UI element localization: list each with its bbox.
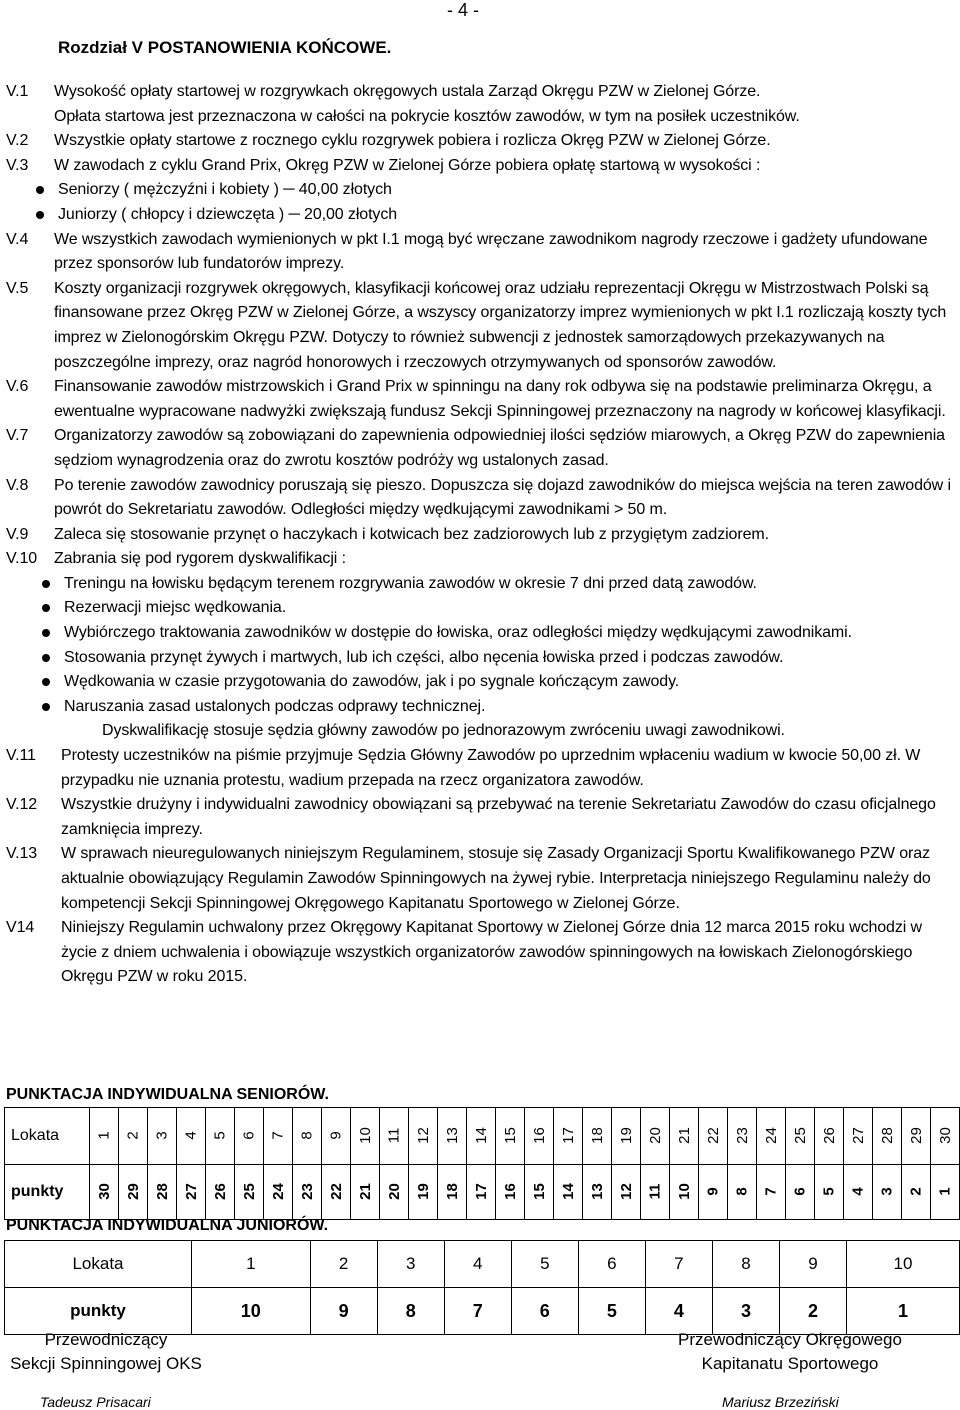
cell-value: 18 [443, 1183, 461, 1200]
section-text: Koszty organizacji rozgrywek okręgowych, klasyfikacji końcowej oraz udziału reprezentacji Okręgu w Mistrzostwach Polski są finansowane przez Okręg PZW w Zielonej Górze, a wszyscy organizatorzy imprez wymienionych w pkt I.1 rozliczają koszty tych imprez w Zielonogórskim Okręgu PZW. Dotyczy to również subwencji z jednostek samorządowych przekazywanych na poszczególne imprezy, oraz nagród honorowych i rzeczowych otrzymywanych od sponsorów zawodów. [54, 279, 947, 371]
row-header: punkty [5, 1165, 90, 1220]
place-cell [235, 1108, 264, 1165]
section-line: Opłata startowa jest przeznaczona w całości na pokrycie kosztów zawodów, w tym na posiłek uczestników. [54, 107, 800, 125]
points-cell [583, 1165, 612, 1220]
cell-value: 11 [385, 1127, 403, 1144]
place-cell: 2 [310, 1241, 377, 1288]
cell-value: 23 [733, 1127, 751, 1144]
points-cell [525, 1165, 554, 1220]
section-label: V.2 [6, 132, 29, 150]
place-cell: 3 [377, 1241, 444, 1288]
cell-value: 2 [124, 1131, 142, 1140]
list-item: Wybiórczego traktowania zawodników w dostępie do łowiska, oraz odległości między wędkującymi zawodnikami. [64, 621, 956, 646]
place-cell: 4 [444, 1241, 511, 1288]
place-cell [380, 1108, 409, 1165]
list-item: Rezerwacji miejsc wędkowania. [64, 596, 956, 621]
cell-value: 24 [269, 1183, 287, 1200]
points-cell: 8 [377, 1288, 444, 1335]
cell-value: 13 [443, 1127, 461, 1144]
cell-value: 6 [240, 1131, 258, 1140]
points-cell [641, 1165, 670, 1220]
section-label: V.8 [6, 476, 29, 494]
cell-value: 17 [559, 1127, 577, 1144]
table-row [5, 1241, 960, 1288]
place-cell [641, 1108, 670, 1165]
place-cell: 9 [779, 1241, 846, 1288]
place-cell [844, 1108, 873, 1165]
points-cell [293, 1165, 322, 1220]
cell-value: 5 [211, 1131, 229, 1140]
points-cell [351, 1165, 380, 1220]
cell-value: 14 [559, 1183, 577, 1200]
points-cell [844, 1165, 873, 1220]
points-cell [264, 1165, 293, 1220]
cell-value: 7 [269, 1131, 287, 1140]
place-cell [206, 1108, 235, 1165]
points-cell: 2 [779, 1288, 846, 1335]
section-text: Wszystkie drużyny i indywidualni zawodnicy obowiązani są przebywać na terenie Sekretariatu Zawodów do czasu oficjalnego zamknięcia imprezy. [61, 796, 936, 838]
list-item: Juniorzy ( chłopcy i dziewczęta ) ─ 20,00 złotych [58, 203, 956, 228]
signature-name-right: Mariusz Brzeziński [722, 1394, 839, 1410]
place-cell [815, 1108, 844, 1165]
cell-value: 22 [704, 1127, 722, 1144]
cell-value: 25 [240, 1183, 258, 1200]
points-cell [177, 1165, 206, 1220]
points-cell [786, 1165, 815, 1220]
points-cell [728, 1165, 757, 1220]
cell-value: 8 [298, 1131, 316, 1140]
signature-title: Sekcji Spinningowej OKS [10, 1354, 202, 1373]
cell-value: 8 [733, 1187, 751, 1196]
signature-left [6, 1328, 206, 1376]
section-v13 [6, 842, 956, 916]
cell-value: 29 [907, 1127, 925, 1144]
place-cell [264, 1108, 293, 1165]
cell-value: 4 [182, 1131, 200, 1140]
place-cell [699, 1108, 728, 1165]
place-cell [873, 1108, 902, 1165]
section-text: Zabrania się pod rygorem dyskwalifikacji : [54, 550, 346, 568]
section-text: Zaleca się stosowanie przynęt o haczykach i kotwicach bez zadziorowych lub z przygiętym zadziorem. [54, 525, 769, 543]
juniors-points-table [4, 1240, 960, 1335]
section-text: Finansowanie zawodów mistrzowskich i Grand Prix w spinningu na dany rok odbywa się na podstawie preliminarza Okręgu, a ewentualne wypracowane nadwyżki zwiększają fundusz Sekcji Spinningowej przeznaczony na nagrody w końcowej klasyfikacji. [54, 378, 946, 420]
cell-value: 10 [675, 1183, 693, 1200]
points-cell [90, 1165, 119, 1220]
cell-value: 20 [385, 1183, 403, 1200]
points-cell: 9 [310, 1288, 377, 1335]
cell-value: 2 [907, 1187, 925, 1196]
place-cell: 5 [511, 1241, 578, 1288]
points-cell [438, 1165, 467, 1220]
points-cell [206, 1165, 235, 1220]
section-v14 [6, 916, 956, 990]
cell-value: 6 [791, 1187, 809, 1196]
place-cell [583, 1108, 612, 1165]
place-cell [351, 1108, 380, 1165]
place-cell: 6 [578, 1241, 645, 1288]
section-label: V.5 [6, 279, 29, 297]
points-cell [496, 1165, 525, 1220]
place-cell [496, 1108, 525, 1165]
section-text: Protesty uczestników na piśmie przyjmuje Sędzia Główny Zawodów po uprzednim wpłaceniu wadium w kwocie 50,00 zł. W przypadku nie uznania protestu, wadium przepada na rzecz organizatora zawodów. [61, 747, 921, 789]
section-text: Po terenie zawodów zawodnicy poruszają się pieszo. Dopuszcza się dojazd zawodników do miejsca wejścia na teren zawodów i powrót do Sekretariatu zawodów. Odległości między wędkującymi zawodnikami > 50 m. [54, 476, 951, 519]
cell-value: 26 [211, 1183, 229, 1200]
points-cell: 3 [712, 1288, 779, 1335]
place-cell [554, 1108, 583, 1165]
cell-value: 21 [675, 1127, 693, 1144]
cell-value: 29 [124, 1183, 142, 1200]
cell-value: 16 [501, 1183, 519, 1200]
place-cell: 7 [645, 1241, 712, 1288]
list-item: Stosowania przynęt żywych i martwych, lub ich części, albo nęcenia łowiska przed i podczas zawodów. [64, 646, 956, 671]
cell-value: 1 [936, 1187, 954, 1196]
cell-value: 12 [617, 1183, 635, 1200]
place-cell [148, 1108, 177, 1165]
cell-value: 15 [530, 1183, 548, 1200]
fee-list [6, 178, 956, 227]
section-v8 [6, 474, 956, 523]
place-cell [670, 1108, 699, 1165]
section-label: V.9 [6, 525, 29, 543]
signature-right [640, 1328, 940, 1376]
points-cell [235, 1165, 264, 1220]
section-v12 [6, 793, 956, 842]
points-cell [148, 1165, 177, 1220]
cell-value: 11 [646, 1183, 664, 1200]
section-v4 [6, 228, 956, 277]
place-cell [525, 1108, 554, 1165]
place-cell [902, 1108, 931, 1165]
section-text: Organizatorzy zawodów są zobowiązani do zapewnienia odpowiedniej ilości sędziów miarowych, a Okręg PZW do zapewnienia sędziom wynagrodzenia oraz do zwrotu kosztów podróży wg ustalonych zasad. [54, 427, 945, 469]
chapter-title: Rozdział V POSTANOWIENIA KOŃCOWE. [58, 38, 392, 57]
cell-value: 23 [298, 1183, 316, 1200]
points-cell [612, 1165, 641, 1220]
row-header: Lokata [5, 1108, 90, 1165]
points-cell: 5 [578, 1288, 645, 1335]
cell-value: 27 [849, 1127, 867, 1144]
disqualification-list [6, 572, 956, 720]
place-cell [90, 1108, 119, 1165]
section-text: Niniejszy Regulamin uchwalony przez Okręgowy Kapitanat Sportowy w Zielonej Górze dnia 12 marca 2015 roku wchodzi w życie z dniem uchwalenia i obowiązuje wszystkich organizatorów zawodów spinningowych na łowiskach Zielonogórskiego Okręgu PZW w roku 2015. [61, 919, 923, 986]
cell-value: 30 [95, 1183, 113, 1200]
points-cell [409, 1165, 438, 1220]
disqualification-note: Dyskwalifikację stosuje sędzia główny zawodów po jednorazowym zwróceniu uwagi zawodnikowi. [102, 722, 785, 740]
cell-value: 16 [530, 1127, 548, 1144]
points-cell [380, 1165, 409, 1220]
cell-value: 7 [762, 1187, 780, 1196]
cell-value: 15 [501, 1127, 519, 1144]
section-v7 [6, 424, 956, 473]
place-cell [467, 1108, 496, 1165]
section-label: V.10 [6, 550, 38, 568]
section-v5 [6, 277, 956, 375]
section-v3 [6, 154, 956, 179]
section-v9 [6, 523, 956, 548]
section-v11 [6, 744, 956, 793]
cell-value: 13 [588, 1183, 606, 1200]
cell-value: 22 [327, 1183, 345, 1200]
cell-value: 19 [414, 1183, 432, 1200]
place-cell [119, 1108, 148, 1165]
cell-value: 24 [762, 1127, 780, 1144]
list-item: Seniorzy ( mężczyźni i kobiety ) ─ 40,00 złotych [58, 178, 956, 203]
points-cell [119, 1165, 148, 1220]
juniors-table-title: PUNKTACJA INDYWIDUALNA JUNIORÓW. [6, 1217, 329, 1234]
section-text: W sprawach nieuregulowanych niniejszym Regulaminem, stosuje się Zasady Organizacji Sportu Kwalifikowanego PZW oraz aktualnie obowiązujący Regulamin Zawodów Spinningowych na żywej rybie. Interpretacja niniejszego Regulaminu należy do kompetencji Sekcji Spinningowej Okręgowego Kapitanatu Sportowego w Zielonej Górze. [61, 845, 931, 912]
place-cell [757, 1108, 786, 1165]
points-cell: 4 [645, 1288, 712, 1335]
row-header: Lokata [5, 1241, 192, 1288]
cell-value: 9 [327, 1131, 345, 1140]
section-v2 [6, 129, 956, 154]
cell-value: 19 [617, 1127, 635, 1144]
cell-value: 20 [646, 1127, 664, 1144]
points-cell [931, 1165, 960, 1220]
section-label: V.13 [6, 845, 38, 863]
section-label: V.1 [6, 83, 29, 100]
place-cell [786, 1108, 815, 1165]
page-number: - 4 - [447, 0, 480, 20]
cell-value: 21 [356, 1183, 374, 1200]
points-cell: 7 [444, 1288, 511, 1335]
place-cell: 10 [847, 1241, 960, 1288]
section-label: V.4 [6, 230, 29, 248]
section-v6 [6, 375, 956, 424]
section-v1 [6, 80, 956, 129]
place-cell: 1 [192, 1241, 311, 1288]
cell-value: 25 [791, 1127, 809, 1144]
place-cell [293, 1108, 322, 1165]
section-label: V.3 [6, 156, 29, 174]
section-label: V.11 [6, 747, 36, 765]
points-cell [322, 1165, 351, 1220]
place-cell [322, 1108, 351, 1165]
points-cell [467, 1165, 496, 1220]
section-label: V.12 [6, 796, 38, 814]
cell-value: 3 [153, 1131, 171, 1140]
document-body [6, 80, 956, 990]
section-v10 [6, 547, 956, 572]
place-cell [438, 1108, 467, 1165]
cell-value: 1 [95, 1131, 113, 1140]
list-item: Naruszania zasad ustalonych podczas odprawy technicznej. [64, 695, 956, 720]
points-cell [699, 1165, 728, 1220]
cell-value: 30 [936, 1127, 954, 1144]
points-cell [554, 1165, 583, 1220]
points-cell [902, 1165, 931, 1220]
cell-value: 4 [849, 1187, 867, 1196]
place-cell [612, 1108, 641, 1165]
place-cell [409, 1108, 438, 1165]
place-cell: 8 [712, 1241, 779, 1288]
place-cell [931, 1108, 960, 1165]
cell-value: 27 [182, 1183, 200, 1200]
signature-title: Przewodniczący Okręgowego [678, 1330, 902, 1349]
points-cell: 1 [847, 1288, 960, 1335]
signature-name-left: Tadeusz Prisacari [40, 1394, 151, 1410]
list-item: Treningu na łowisku będącym terenem rozgrywania zawodów w okresie 7 dni przed datą zawodów. [64, 572, 956, 597]
row-header: punkty [5, 1288, 192, 1335]
cell-value: 28 [153, 1183, 171, 1200]
table-row [5, 1108, 960, 1165]
seniors-table-title: PUNKTACJA INDYWIDUALNA SENIORÓW. [6, 1086, 329, 1103]
seniors-points-table [4, 1107, 960, 1220]
list-item: Wędkowania w czasie przygotowania do zawodów, jak i po sygnale kończącym zawody. [64, 670, 956, 695]
points-cell [873, 1165, 902, 1220]
points-cell: 6 [511, 1288, 578, 1335]
section-text: Wszystkie opłaty startowe z rocznego cyklu rozgrywek pobiera i rozlicza Okręg PZW w Zielonej Górze. [54, 132, 771, 150]
table-row [5, 1165, 960, 1220]
section-label: V14 [6, 919, 35, 937]
place-cell [728, 1108, 757, 1165]
points-cell [815, 1165, 844, 1220]
section-label: V.7 [6, 427, 29, 445]
cell-value: 3 [878, 1187, 896, 1196]
cell-value: 28 [878, 1127, 896, 1144]
cell-value: 17 [472, 1183, 490, 1200]
signature-title: Przewodniczący [44, 1330, 168, 1349]
cell-value: 14 [472, 1127, 490, 1144]
signature-title: Kapitanatu Sportowego [701, 1354, 879, 1373]
place-cell [177, 1108, 206, 1165]
points-cell [757, 1165, 786, 1220]
points-cell [670, 1165, 699, 1220]
points-cell: 10 [192, 1288, 311, 1335]
section-label: V.6 [6, 378, 29, 396]
cell-value: 5 [820, 1187, 838, 1196]
section-text: We wszystkich zawodach wymienionych w pkt I.1 mogą być wręczane zawodnikom nagrody rzeczowe i gadżety ufundowane przez sponsorów lub fundatorów imprezy. [54, 230, 928, 273]
cell-value: 26 [820, 1127, 838, 1144]
section-text: W zawodach z cyklu Grand Prix, Okręg PZW w Zielonej Górze pobiera opłatę startową w wysokości : [54, 156, 761, 174]
cell-value: 9 [704, 1187, 722, 1196]
cell-value: 18 [588, 1127, 606, 1144]
cell-value: 10 [356, 1127, 374, 1144]
section-line: Wysokość opłaty startowej w rozgrywkach okręgowych ustala Zarząd Okręgu PZW w Zielonej Górze. [54, 83, 761, 100]
cell-value: 12 [414, 1127, 432, 1144]
